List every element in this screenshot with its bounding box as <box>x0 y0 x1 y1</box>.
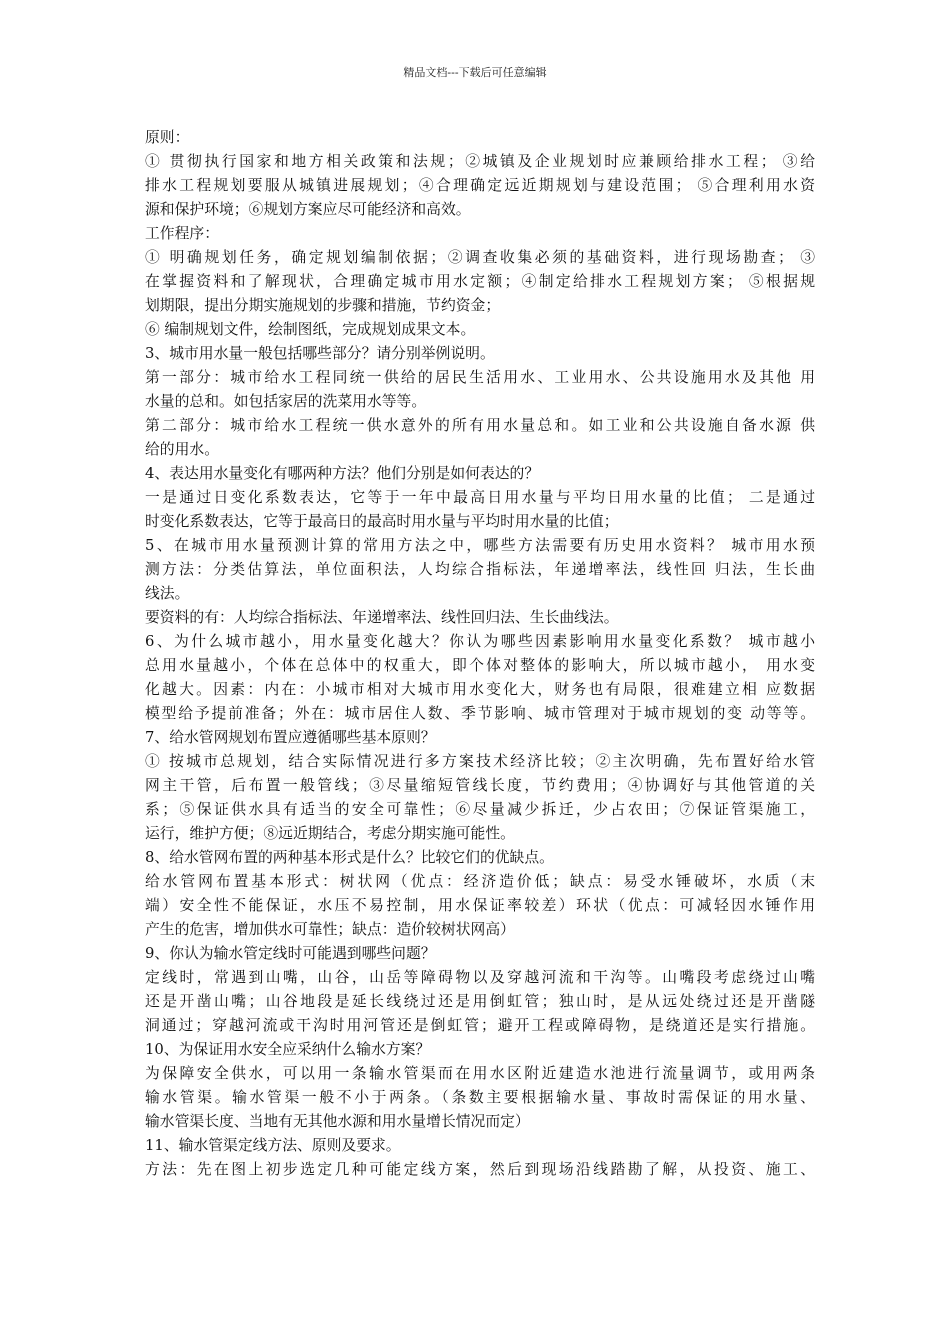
text-line: 源和保护环境；⑥规划方案应尽可能经济和高效。 <box>145 201 471 218</box>
text-line: 方法：先在图上初步选定几种可能定线方案，然后到现场沿线踏勘了解，从投资、施工、 <box>145 1161 815 1178</box>
text-line: 线法。 <box>145 585 190 602</box>
text-line: 4、表达用水量变化有哪两种方法？他们分别是如何表达的？ <box>145 465 540 482</box>
text-line: 给的用水。 <box>145 441 219 458</box>
text-line: 输水管渠长度、当地有无其他水源和用水量增长情况而定） <box>145 1113 530 1130</box>
text-line: 端）安全性不能保证，水压不易控制，用水保证率较差）环状（优点：可减轻因水锤作用 <box>145 897 815 914</box>
text-line: 要资料的有：人均综合指标法、年递增率法、线性回归法、生长曲线法。 <box>145 609 619 626</box>
text-line: 给水管网布置基本形式：树状网（优点：经济造价低；缺点：易受水锤破坏，水质（末 <box>145 873 815 890</box>
document-body <box>145 126 815 1182</box>
text-line: 一是通过日变化系数表达，它等于一年中最高日用水量与平均日用水量的比值； 二是通过 <box>145 489 815 506</box>
text-line: 6、为什么城市越小，用水量变化越大？你认为哪些因素影响用水量变化系数？ 城市越小 <box>145 633 815 650</box>
text-line: 划期限，提出分期实施规划的步骤和措施，节约资金； <box>145 297 501 314</box>
text-line: 排水工程规划要服从城镇进展规划；④合理确定远近期规划与建设范围； ⑤合理利用水资 <box>145 177 815 194</box>
text-line: 运行，维护方便；⑧远近期结合，考虑分期实施可能性。 <box>145 825 515 842</box>
text-line: 输水管渠。输水管渠一般不小于两条。（条数主要根据输水量、事故时需保证的用水量、 <box>145 1089 815 1106</box>
text-line: 时变化系数表达，它等于最高日的最高时用水量与平均时用水量的比值； <box>145 513 619 530</box>
text-line: 网主干管，后布置一般管线；③尽量缩短管线长度，节约费用；④协调好与其他管道的关 <box>145 777 815 794</box>
text-line: 化越大。因素：内在：小城市相对大城市用水变化大，财务也有局限，很难建立相 应数据 <box>145 681 815 698</box>
page-header: 精品文档---下载后可任意编辑 <box>403 66 547 79</box>
text-line: 系；⑤保证供水具有适当的安全可靠性；⑥尽量减少拆迁，少占农田；⑦保证管渠施工， <box>145 801 815 818</box>
text-line: ① 明确规划任务，确定规划编制依据；②调查收集必须的基础资料，进行现场勘查； ③ <box>145 249 815 266</box>
text-line: ① 按城市总规划，结合实际情况进行多方案技术经济比较；②主次明确，先布置好给水管 <box>145 753 815 770</box>
text-line: ① 贯彻执行国家和地方相关政策和法规；②城镇及企业规划时应兼顾给排水工程； ③给 <box>145 153 815 170</box>
text-line: 为保障安全供水，可以用一条输水管渠而在用水区附近建造水池进行流量调节，或用两条 <box>145 1065 815 1082</box>
text-line: 测方法：分类估算法，单位面积法，人均综合指标法，年递增率法，线性回 归法，生长曲 <box>145 561 815 578</box>
text-line: 10、为保证用水安全应采纳什么输水方案？ <box>145 1041 431 1058</box>
text-line: 3、城市用水量一般包括哪些部分？请分别举例说明。 <box>145 345 495 362</box>
text-line: 模型给予提前准备；外在：城市居住人数、季节影响、城市管理对于城市规划的变 动等等。 <box>145 705 815 722</box>
text-line: 11、输水管渠定线方法、原则及要求。 <box>145 1137 401 1154</box>
text-line: 8、给水管网布置的两种基本形式是什么？比较它们的优缺点。 <box>145 849 554 866</box>
text-line: 定线时，常遇到山嘴，山谷，山岳等障碍物以及穿越河流和干沟等。山嘴段考虑绕过山嘴 <box>145 969 815 986</box>
text-line: 总用水量越小，个体在总体中的权重大，即个体对整体的影响大，所以城市越小， 用水变 <box>145 657 815 674</box>
text-line: 工作程序： <box>145 225 219 242</box>
text-line: 还是开凿山嘴；山谷地段是延长线绕过还是用倒虹管；独山时，是从远处绕过还是开凿隧 <box>145 993 815 1010</box>
text-line: 原则： <box>145 129 190 146</box>
text-line: 水量的总和。如包括家居的洗菜用水等等。 <box>145 393 427 410</box>
text-line: 第一部分：城市给水工程同统一供给的居民生活用水、工业用水、公共设施用水及其他 用 <box>145 369 815 386</box>
text-line: 7、给水管网规划布置应遵循哪些基本原则？ <box>145 729 436 746</box>
text-line: 5、在城市用水量预测计算的常用方法之中，哪些方法需要有历史用水资料？ 城市用水预 <box>145 537 815 554</box>
text-line: 洞通过；穿越河流或干沟时用河管还是倒虹管；避开工程或障碍物，是绕道还是实行措施。 <box>145 1017 815 1034</box>
text-line: 在掌握资料和了解现状，合理确定城市用水定额；④制定给排水工程规划方案； ⑤根据规 <box>145 273 815 290</box>
text-line: 9、你认为输水管定线时可能遇到哪些问题？ <box>145 945 436 962</box>
text-line: 产生的危害，增加供水可靠性；缺点：造价较树状网高） <box>145 921 515 938</box>
text-line: ⑥ 编制规划文件，绘制图纸，完成规划成果文本。 <box>145 321 476 338</box>
text-line: 第二部分：城市给水工程统一供水意外的所有用水量总和。如工业和公共设施自备水源 供 <box>145 417 815 434</box>
